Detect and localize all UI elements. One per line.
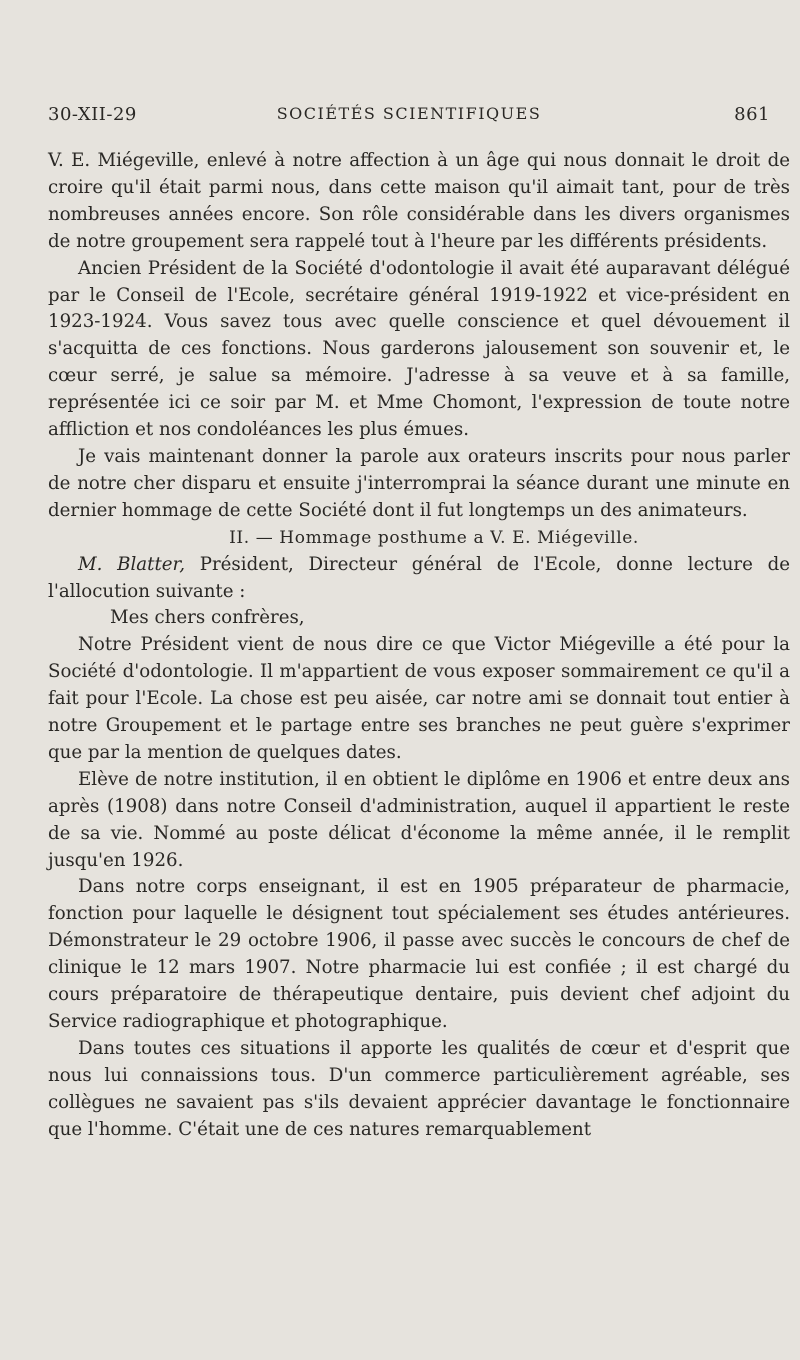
speaker-name: M. Blatter, bbox=[78, 553, 186, 575]
paragraph-1: V. E. Miégeville, enlevé à notre affection à un âge qui nous donnait le droit de croire qu'il était parmi nous, dans cette maison qu'il aimait tant, pour de très nombreuses années encore. Son rôle considérable dans les divers organismes de notre groupement sera rappelé tout à l'heure par les différents présidents. bbox=[48, 150, 790, 252]
body-text bbox=[48, 148, 790, 1144]
paragraph-6: Elève de notre institution, il en obtient le diplôme en 1906 et entre deux ans après (1908) dans notre Conseil d'administration, auquel il appartient le reste de sa vie. Nommé au poste délicat d'économe la même année, il le remplit jusqu'en 1926. bbox=[48, 768, 790, 871]
paragraph-8: Dans toutes ces situations il apporte les qualités de cœur et d'esprit que nous lui connaissions tous. D'un commerce particulièrement agréable, ses collègues ne savaient pas s'ils devaient apprécier davantage le fonctionnaire que l'homme. C'était une de ces natures remarquablement bbox=[48, 1037, 790, 1140]
paragraph-4-text: Président, Directeur général de l'Ecole, donne lecture de l'allocution suivante : bbox=[48, 553, 790, 602]
paragraph-7: Dans notre corps enseignant, il est en 1905 préparateur de pharmacie, fonction pour laquelle le désignent tout spécialement ses études antérieures. Démonstrateur le 29 octobre 1906, il passe avec succès le concours de chef de clinique le 12 mars 1907. Notre pharmacie lui est confiée ; il est chargé du cours préparatoire de thérapeutique dentaire, puis devient chef adjoint du Service radiographique et photographique. bbox=[48, 876, 790, 1032]
page-number: 861 bbox=[734, 104, 770, 125]
paragraph-3: Je vais maintenant donner la parole aux orateurs inscrits pour nous parler de notre cher disparu et ensuite j'interromprai la séance durant une minute en dernier hommage de cette Société dont il fut longtemps un des animateurs. bbox=[48, 445, 790, 521]
header-title: SOCIÉTÉS SCIENTIFIQUES bbox=[276, 104, 542, 123]
salutation: Mes chers confrères, bbox=[110, 607, 305, 629]
paragraph-2: Ancien Président de la Société d'odontologie il avait été auparavant délégué par le Conseil de l'Ecole, secrétaire général 1919-1922 et vice-président en 1923-1924. Vous savez tous avec quelle conscience et quel dévouement il s'acquitta de ces fonctions. Nous garderons jalousement son souvenir et, le cœur serré, je salue sa mémoire. J'adresse à sa veuve et à sa famille, représentée ici ce soir par M. et Mme Chomont, l'expression de toute notre affliction et nos condoléances les plus émues. bbox=[48, 257, 790, 441]
paragraph-5: Notre Président vient de nous dire ce que Victor Miégeville a été pour la Société d'odontologie. Il m'appartient de vous exposer sommairement ce qu'il a fait pour l'Ecole. La chose est peu aisée, car notre ami se donnait tout entier à notre Groupement et le partage entre ses branches ne peut guère s'exprimer que par la mention de quelques dates. bbox=[48, 634, 790, 763]
running-header bbox=[48, 104, 770, 132]
paragraph-4 bbox=[48, 552, 790, 606]
section-title: II. — Hommage posthume a V. E. Miégeville. bbox=[229, 527, 639, 548]
header-date: 30-XII-29 bbox=[48, 104, 137, 125]
